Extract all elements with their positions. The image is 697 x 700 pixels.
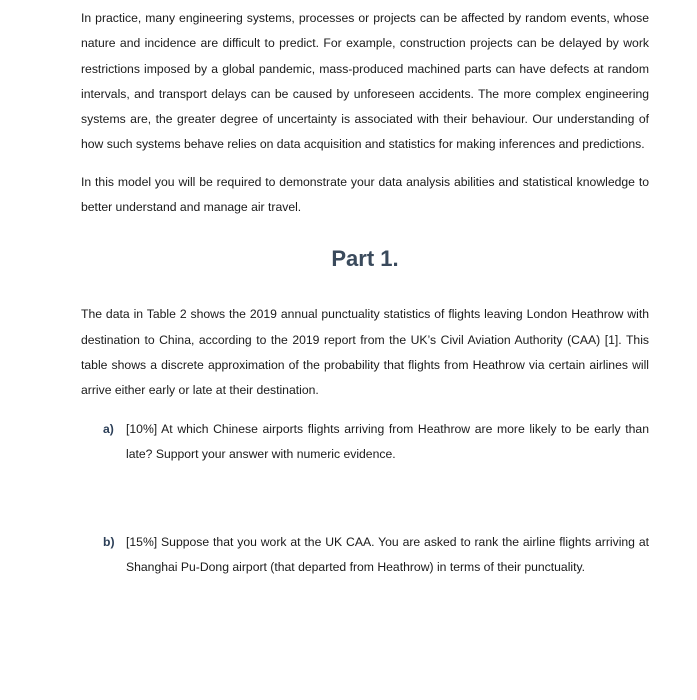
document-page (81, 6, 649, 581)
question-list (81, 417, 649, 581)
part-heading: Part 1. (331, 246, 399, 272)
question-text: [10%] At which Chinese airports flights arriving from Heathrow are more likely to be early than late? Support your answer with numeric evidence. (126, 421, 649, 461)
question-a (81, 417, 649, 468)
intro-paragraph-2: In this model you will be required to demonstrate your data analysis abilities and statistical knowledge to better understand and manage air travel. (81, 174, 649, 215)
part-paragraph: The data in Table 2 shows the 2019 annual punctuality statistics of flights leaving London Heathrow with destination to China, according to the 2019 report from the UK’s Civil Aviation Authority (CAA) [1]. This table shows a discrete approximation of the probability that flights from Heathrow via certain airlines will arrive either early or late at their destination. (81, 307, 649, 398)
question-marker: b) (103, 535, 115, 550)
intro-paragraph-1: In practice, many engineering systems, processes or projects can be affected by random events, whose nature and incidence are difficult to predict. For example, construction projects can be delayed by work restrictions imposed by a global pandemic, mass-produced machined parts can have defects at random intervals, and transport delays can be caused by unforeseen accidents. The more complex engineering systems are, the greater degree of uncertainty is associated with their behaviour. Our understanding of how such systems behave relies on data acquisition and statistics for making inferences and predictions. (81, 11, 649, 152)
question-b (81, 530, 649, 581)
question-marker: a) (103, 421, 114, 436)
question-text: [15%] Suppose that you work at the UK CAA. You are asked to rank the airline flights arriving at Shanghai Pu-Dong airport (that departed from Heathrow) in terms of their punctuality. (126, 535, 649, 575)
